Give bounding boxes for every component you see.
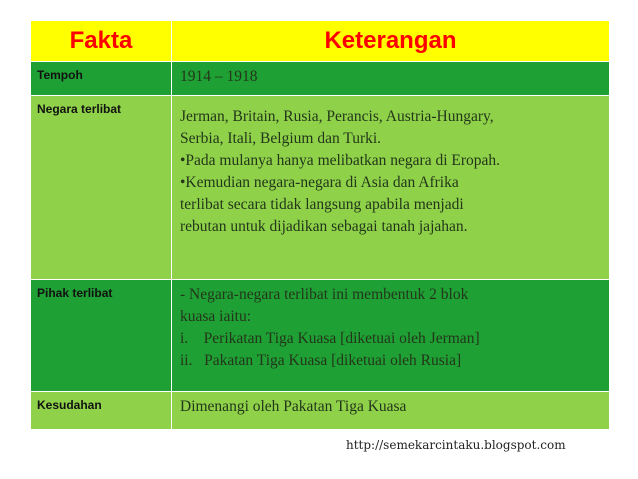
label-kesudahan: Kesudahan <box>31 392 172 430</box>
value-line: terlibat secara tidak langsung apabila menjadi <box>180 196 464 213</box>
row-tempoh <box>31 62 610 96</box>
value-line: 1914 – 1918 <box>180 68 258 85</box>
header-keterangan: Keterangan <box>172 21 610 62</box>
label-negara-terlibat: Negara terlibat <box>31 96 172 280</box>
value-line: Jerman, Britain, Rusia, Perancis, Austria-Hungary, <box>180 108 494 125</box>
label-pihak-terlibat: Pihak terlibat <box>31 280 172 392</box>
value-negara-terlibat <box>172 96 610 280</box>
value-line: •Kemudian negara-negara di Asia dan Afrika <box>180 174 459 191</box>
label-tempoh: Tempoh <box>31 62 172 96</box>
value-line: i. Perikatan Tiga Kuasa [diketuai oleh Jerman] <box>180 330 480 347</box>
row-negara-terlibat <box>31 96 610 280</box>
value-pihak-terlibat <box>172 280 610 392</box>
row-kesudahan <box>31 392 610 430</box>
value-line: kuasa iaitu: <box>180 308 252 325</box>
value-line: •Pada mulanya hanya melibatkan negara di Eropah. <box>180 152 501 169</box>
value-line: Dimenangi oleh Pakatan Tiga Kuasa <box>180 398 407 415</box>
value-line: ii. Pakatan Tiga Kuasa [diketuai oleh Rusia] <box>180 352 462 369</box>
value-line: - Negara-negara terlibat ini membentuk 2 blok <box>180 286 469 303</box>
value-kesudahan <box>172 392 610 430</box>
value-line: rebutan untuk dijadikan sebagai tanah jajahan. <box>180 218 468 235</box>
source-url: http://semekarcintaku.blogspot.com <box>346 438 566 452</box>
fakta-table <box>30 20 610 430</box>
value-line: Serbia, Itali, Belgium dan Turki. <box>180 130 382 147</box>
value-tempoh <box>172 62 610 96</box>
row-pihak-terlibat <box>31 280 610 392</box>
table-header-row <box>31 21 610 62</box>
header-fakta: Fakta <box>31 21 172 62</box>
